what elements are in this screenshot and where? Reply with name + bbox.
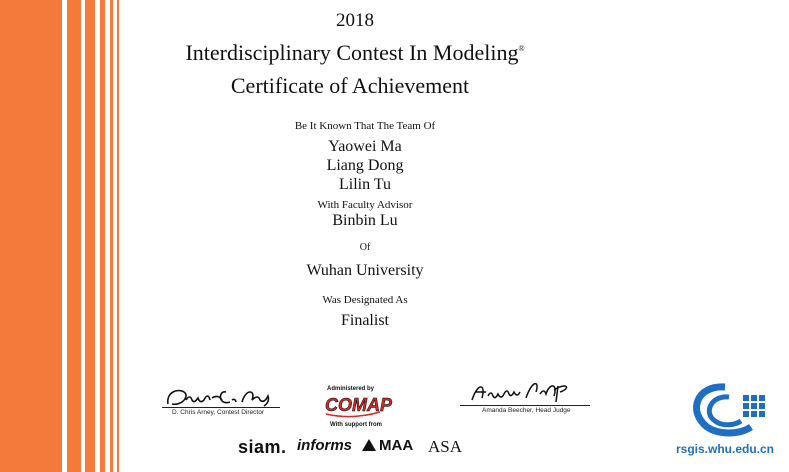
of-label: Of — [359, 242, 371, 253]
judge-signature-line — [460, 405, 590, 406]
decorative-stripes — [0, 0, 130, 472]
administered-by-label: Administered by — [327, 386, 375, 392]
watermark-url: rsgis.whu.edu.cn — [676, 442, 775, 456]
intro-text: Be It Known That The Team Of — [294, 120, 436, 132]
certificate-title: Certificate of Achievement — [230, 73, 470, 98]
judge-signature — [462, 378, 592, 406]
comap-logo-text: COMAP — [325, 395, 392, 415]
maa-logo — [362, 437, 413, 454]
university-name: Wuhan University — [306, 262, 424, 279]
team-member-2: Liang Dong — [326, 157, 404, 174]
director-caption: D. Chris Arney, Contest Director — [172, 409, 264, 416]
maa-logo-text: MAA — [379, 437, 414, 454]
asa-logo: ASA — [428, 437, 463, 456]
rsgis-logo-icon — [685, 381, 771, 444]
director-signature-line — [162, 407, 280, 408]
designated-label: Was Designated As — [322, 294, 408, 306]
judge-caption: Amanda Beecher, Head Judge — [482, 407, 571, 414]
contest-name — [130, 40, 580, 66]
certificate-year: 2018 — [336, 10, 374, 31]
advisor-label: With Faculty Advisor — [317, 199, 413, 211]
informs-logo: informs — [297, 437, 353, 454]
support-from-label: With support from — [330, 422, 382, 428]
advisor-name: Binbin Lu — [332, 212, 398, 229]
designation: Finalist — [340, 312, 389, 329]
comap-logo — [322, 390, 392, 425]
contest-name-text: Interdisciplinary Contest In Modeling — [185, 40, 519, 65]
team-member-1: Yaowei Ma — [328, 138, 402, 155]
maa-emblem-icon — [362, 439, 376, 451]
siam-logo: siam. — [238, 437, 287, 457]
team-member-3: Lilin Tu — [338, 176, 392, 193]
registered-mark: ® — [518, 44, 525, 53]
